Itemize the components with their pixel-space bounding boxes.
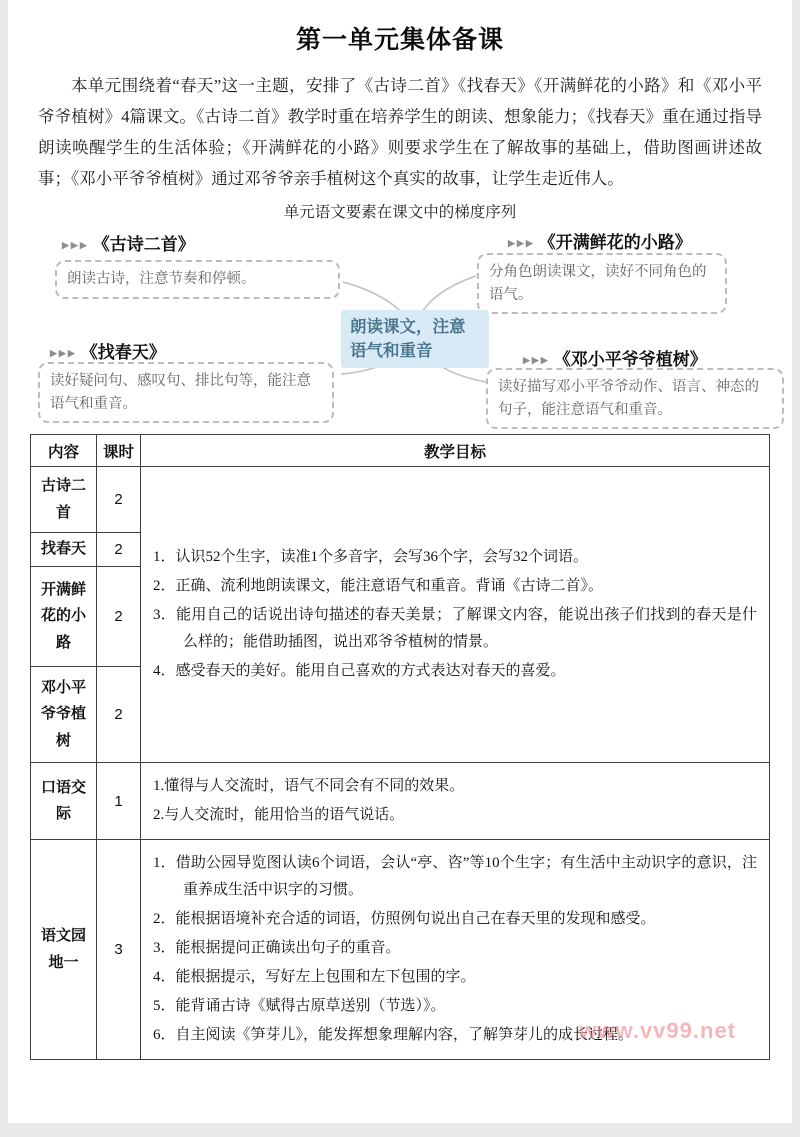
mindmap-node-title-zhao-chuntian: [50, 338, 166, 363]
watermark: www.vv99.net: [579, 1018, 736, 1043]
objective-item: 5．能背诵古诗《赋得古原草送别（节选）》。: [153, 998, 446, 1015]
objective-item: 3．能根据提问正确读出句子的重音。: [153, 940, 401, 957]
page-title: 第一单元集体备课: [295, 26, 504, 54]
document-page: [8, 0, 792, 1123]
content-cell: 古诗二首: [31, 467, 97, 533]
table-row: [31, 467, 770, 533]
content-cell: 开满鲜花的小路: [31, 567, 97, 667]
mindmap-node-title-dengxiaoping-zhishu: [523, 345, 707, 370]
mindmap-node-title-kaiman-xianhua: [508, 228, 692, 253]
hours-cell: 3: [97, 840, 141, 1060]
reading-note-dengxiaoping-zhishu: 读好描写邓小平爷爷动作、语言、神态的句子，能注意语气和重音。: [486, 368, 784, 429]
content-cell: 邓小平爷爷植树: [31, 667, 97, 763]
objective-item: 2．能根据语境补充合适的词语，仿照例句说出自己在春天里的发现和感受。: [153, 911, 656, 928]
objective-item: 2．正确、流利地朗读课文，能注意语气和重音。背诵《古诗二首》。: [153, 578, 604, 595]
col-header-content: 内容: [31, 435, 97, 467]
objective-item: 1.懂得与人交流时，语气不同会有不同的效果。: [153, 778, 465, 795]
objective-item: 4．能根据提示，写好左上包围和左下包围的字。: [153, 969, 476, 986]
mindmap-center-node: 朗读课文，注意语气和重音: [341, 310, 489, 368]
unit-elements-mindmap: [8, 224, 792, 426]
table-header-row: [31, 435, 770, 467]
objective-item: 3．能用自己的话说出诗句描述的春天美景；了解课文内容，能说出孩子们找到的春天是什么样的；能借助插图，说出邓爷爷植树的情景。: [153, 607, 757, 651]
triple-arrow-icon: ▶▶▶: [523, 355, 550, 366]
reading-note-gushi-ershou: 朗读古诗，注意节奏和停顿。: [55, 260, 340, 298]
mindmap-node-title-gushi-ershou: [62, 230, 195, 255]
objective-item: 1．借助公园导览图认读6个词语，会认“亭、咨”等10个生字；有生活中主动识字的意识，注重养成生活中识字的习惯。: [153, 855, 757, 899]
intro-paragraph: 本单元围绕着“春天”这一主题，安排了《古诗二首》《找春天》《开满鲜花的小路》和《邓小平爷爷植树》4篇课文。《古诗二首》教学时重在培养学生的朗读、想象能力；《找春天》重在通过指导朗读唤醒学生的生活体验；《开满鲜花的小路》则要求学生在了解故事的基础上，借助图画讲述故事；《邓小平爷爷植树》通过邓爷爷亲手植树这个真实的故事，让学生走近伟人。: [38, 76, 762, 189]
objective-item: 6．自主阅读《笋芽儿》，能发挥想象理解内容，了解笋芽儿的成长过程。: [153, 1027, 634, 1044]
objective-item: 4．感受春天的美好。能用自己喜欢的方式表达对春天的喜爱。: [153, 663, 566, 680]
table-row: [31, 763, 770, 840]
reading-note-zhao-chuntian: 读好疑问句、感叹句、排比句等，能注意语气和重音。: [38, 362, 334, 423]
hours-cell: 2: [97, 667, 141, 763]
triple-arrow-icon: ▶▶▶: [62, 240, 89, 251]
triple-arrow-icon: ▶▶▶: [508, 238, 535, 249]
lesson-objectives-cell: [141, 467, 770, 763]
content-cell: 口语交际: [31, 763, 97, 840]
course-title: 《找春天》: [80, 343, 166, 363]
col-header-hours: 课时: [97, 435, 141, 467]
hours-cell: 2: [97, 533, 141, 567]
objective-item: 2.与人交流时，能用恰当的语气说话。: [153, 807, 405, 824]
objective-item: 1．认识52个生字，读准1个多音字，会写36个字，会写32个词语。: [153, 549, 589, 566]
reading-note-kaiman-xianhua: 分角色朗读课文，读好不同角色的语气。: [477, 253, 727, 314]
content-cell: 找春天: [31, 533, 97, 567]
oral-objectives-cell: [141, 763, 770, 840]
col-header-objectives: 教学目标: [141, 435, 770, 467]
triple-arrow-icon: ▶▶▶: [50, 348, 77, 359]
course-title: 《开满鲜花的小路》: [538, 233, 692, 253]
hours-cell: 2: [97, 467, 141, 533]
course-title: 《邓小平爷爷植树》: [553, 350, 707, 370]
hours-cell: 2: [97, 567, 141, 667]
course-title: 《古诗二首》: [92, 235, 195, 255]
hours-cell: 1: [97, 763, 141, 840]
content-cell: 语文园地一: [31, 840, 97, 1060]
teaching-plan-table: [30, 434, 770, 1060]
diagram-subtitle: 单元语文要素在课文中的梯度序列: [283, 204, 517, 222]
